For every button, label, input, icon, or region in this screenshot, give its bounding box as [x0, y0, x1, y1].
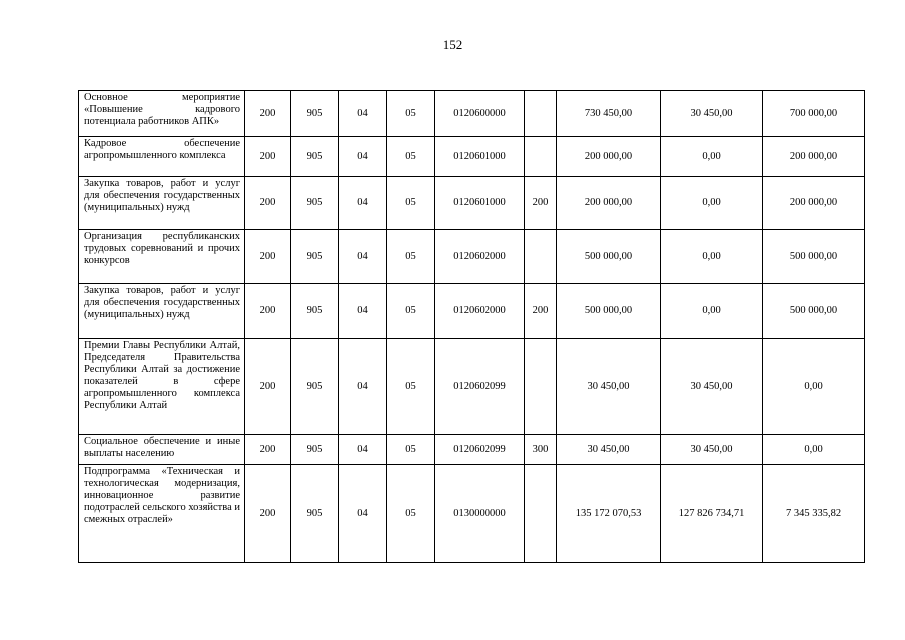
cell-ministry: 905: [291, 465, 339, 563]
cell-ministry: 905: [291, 177, 339, 230]
cell-section: 04: [339, 177, 387, 230]
cell-section: 04: [339, 137, 387, 177]
cell-sum-3: 200 000,00: [763, 137, 865, 177]
cell-subsection: 05: [387, 339, 435, 435]
cell-sum-total: 30 450,00: [557, 435, 661, 465]
cell-subsection: 05: [387, 435, 435, 465]
cell-sum-3: 500 000,00: [763, 284, 865, 339]
cell-target-article: 0120602000: [435, 230, 525, 284]
cell-sum-3: 0,00: [763, 339, 865, 435]
cell-code-1: 200: [245, 435, 291, 465]
cell-target-article: 0120602099: [435, 339, 525, 435]
cell-sum-2: 0,00: [661, 137, 763, 177]
cell-expense-type: [525, 137, 557, 177]
cell-subsection: 05: [387, 284, 435, 339]
table-row: [79, 137, 865, 177]
cell-sum-total: 500 000,00: [557, 230, 661, 284]
cell-expense-type: 300: [525, 435, 557, 465]
row-name: Закупка товаров, работ и услуг для обеспечения государственных (муниципальных) нужд: [79, 177, 245, 230]
cell-sum-2: 0,00: [661, 284, 763, 339]
cell-code-1: 200: [245, 177, 291, 230]
row-name: Закупка товаров, работ и услуг для обеспечения государственных (муниципальных) нужд: [79, 284, 245, 339]
table-row: [79, 284, 865, 339]
row-name: Кадровое обеспечение агропромышленного комплекса: [79, 137, 245, 177]
cell-sum-2: 30 450,00: [661, 435, 763, 465]
cell-sum-3: 200 000,00: [763, 177, 865, 230]
cell-section: 04: [339, 230, 387, 284]
table-row: [79, 177, 865, 230]
cell-ministry: 905: [291, 230, 339, 284]
cell-expense-type: [525, 230, 557, 284]
page-number: 152: [442, 37, 463, 52]
cell-expense-type: 200: [525, 177, 557, 230]
cell-sum-3: 7 345 335,82: [763, 465, 865, 563]
cell-subsection: 05: [387, 230, 435, 284]
table-row: [79, 435, 865, 465]
cell-sum-total: 200 000,00: [557, 137, 661, 177]
cell-code-1: 200: [245, 284, 291, 339]
cell-expense-type: [525, 339, 557, 435]
table-row: [79, 230, 865, 284]
cell-code-1: 200: [245, 91, 291, 137]
budget-table: [78, 90, 865, 563]
table-row: [79, 91, 865, 137]
cell-sum-total: 500 000,00: [557, 284, 661, 339]
cell-target-article: 0120602000: [435, 284, 525, 339]
cell-expense-type: [525, 465, 557, 563]
table-row: [79, 339, 865, 435]
table-row: [79, 465, 865, 563]
cell-sum-2: 0,00: [661, 177, 763, 230]
row-name: Организация республиканских трудовых соревнований и прочих конкурсов: [79, 230, 245, 284]
cell-ministry: 905: [291, 339, 339, 435]
cell-section: 04: [339, 284, 387, 339]
cell-sum-3: 500 000,00: [763, 230, 865, 284]
cell-expense-type: [525, 91, 557, 137]
cell-sum-total: 200 000,00: [557, 177, 661, 230]
cell-sum-2: 0,00: [661, 230, 763, 284]
cell-subsection: 05: [387, 177, 435, 230]
cell-target-article: 0120600000: [435, 91, 525, 137]
cell-target-article: 0120601000: [435, 177, 525, 230]
cell-sum-total: 135 172 070,53: [557, 465, 661, 563]
cell-sum-total: 730 450,00: [557, 91, 661, 137]
cell-sum-2: 30 450,00: [661, 91, 763, 137]
cell-expense-type: 200: [525, 284, 557, 339]
row-name: Основное мероприятие «Повышение кадрового потенциала работников АПК»: [79, 91, 245, 137]
cell-section: 04: [339, 339, 387, 435]
cell-sum-2: 127 826 734,71: [661, 465, 763, 563]
cell-subsection: 05: [387, 465, 435, 563]
cell-sum-3: 700 000,00: [763, 91, 865, 137]
cell-target-article: 0130000000: [435, 465, 525, 563]
cell-subsection: 05: [387, 137, 435, 177]
cell-sum-2: 30 450,00: [661, 339, 763, 435]
cell-sum-3: 0,00: [763, 435, 865, 465]
row-name: Подпрограмма «Техническая и технологическая модернизация, инновационное развитие подотраслей сельского хозяйства и смежных отраслей»: [79, 465, 245, 563]
cell-code-1: 200: [245, 137, 291, 177]
cell-code-1: 200: [245, 465, 291, 563]
cell-code-1: 200: [245, 230, 291, 284]
cell-subsection: 05: [387, 91, 435, 137]
cell-target-article: 0120601000: [435, 137, 525, 177]
cell-ministry: 905: [291, 435, 339, 465]
cell-section: 04: [339, 465, 387, 563]
cell-sum-total: 30 450,00: [557, 339, 661, 435]
cell-section: 04: [339, 435, 387, 465]
cell-section: 04: [339, 91, 387, 137]
cell-ministry: 905: [291, 284, 339, 339]
cell-ministry: 905: [291, 137, 339, 177]
cell-code-1: 200: [245, 339, 291, 435]
cell-ministry: 905: [291, 91, 339, 137]
row-name: Социальное обеспечение и иные выплаты населению: [79, 435, 245, 465]
row-name: Премии Главы Республики Алтай, Председателя Правительства Республики Алтай за достижение показателей в сфере агропромышленного комплекса Республики Алтай: [79, 339, 245, 435]
cell-target-article: 0120602099: [435, 435, 525, 465]
